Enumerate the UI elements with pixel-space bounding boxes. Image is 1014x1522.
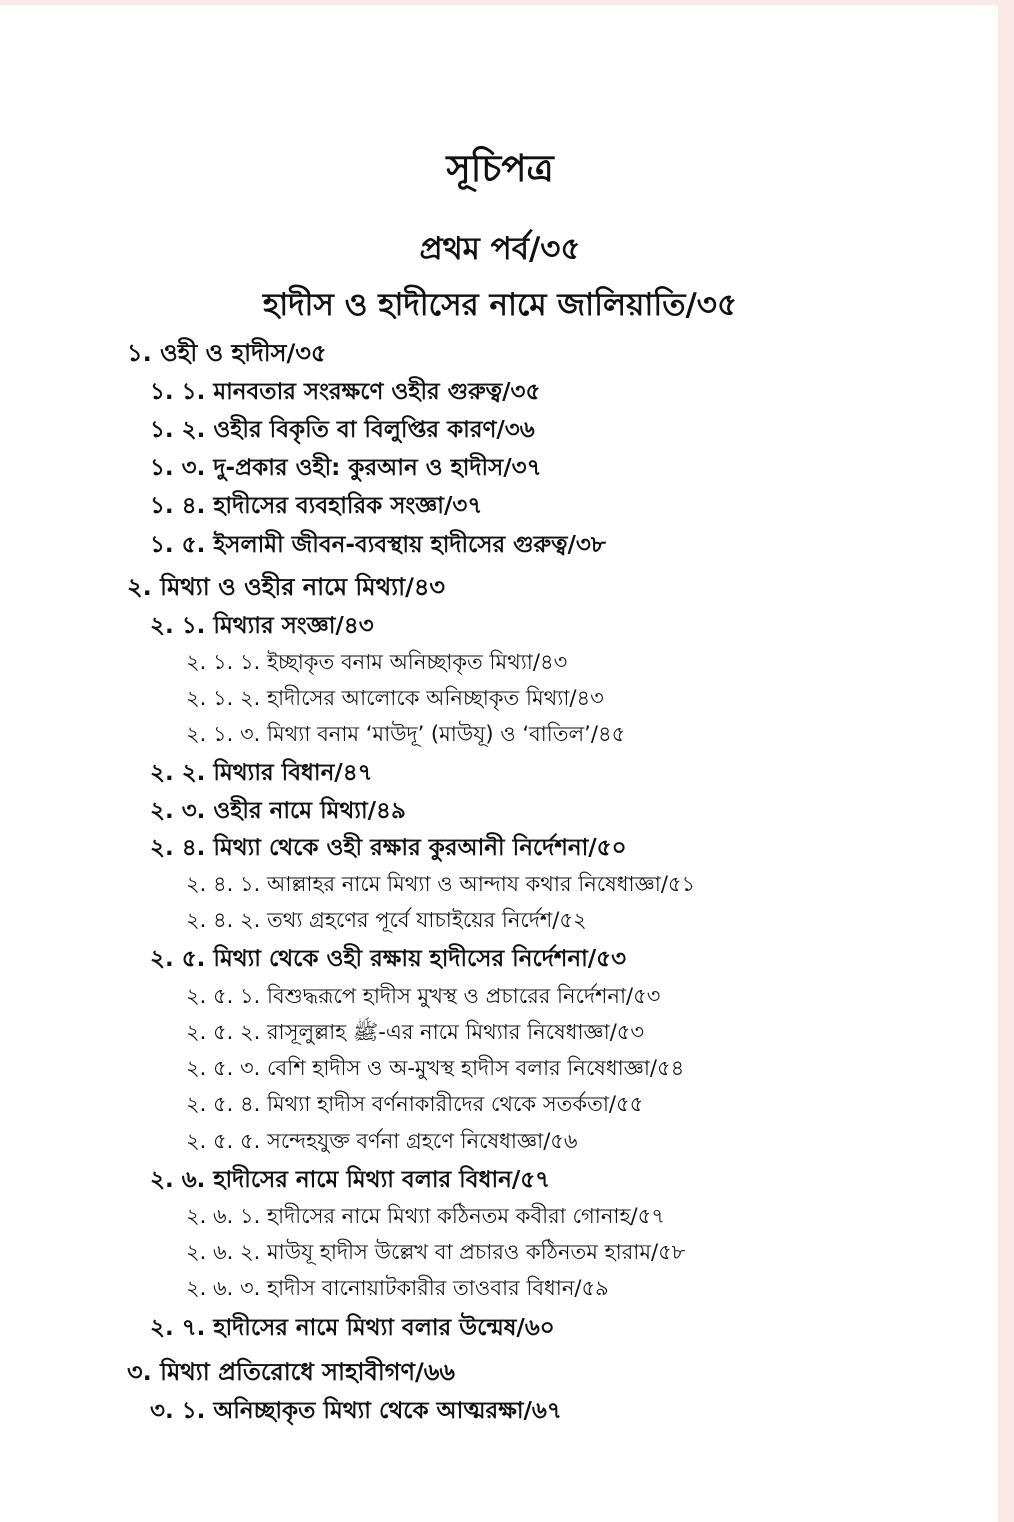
toc-section: ১. ১. মানবতার সংরক্ষণে ওহীর গুরুত্ব/৩৫	[150, 379, 541, 405]
toc-subsection: ২. ৬. ৩. হাদীস বানোয়াটকারীর তাওবার বিধান/৫৯	[186, 1276, 609, 1300]
toc-subsection: ২. ১. ২. হাদীসের আলোকে অনিচ্ছাকৃত মিথ্যা/৪৩	[186, 686, 604, 710]
part-subheading: হাদীস ও হাদীসের নামে জালিয়াতি/৩৫	[262, 287, 738, 323]
toc-section: ২. ২. মিথ্যার বিধান/৪৭	[150, 760, 373, 786]
toc-subsection: ২. ৫. ২. রাসূলুল্লাহ ﷺ-এর নামে মিথ্যার নিষেধাজ্ঞা/৫৩	[186, 1020, 645, 1044]
toc-subsection: ২. ১. ১. ইচ্ছাকৃত বনাম অনিচ্ছাকৃত মিথ্যা/৪৩	[186, 650, 568, 674]
part-heading: প্রথম পর্ব/৩৫	[419, 231, 581, 267]
toc-section: ২. ৬. হাদীসের নামে মিথ্যা বলার বিধান/৫৭	[150, 1167, 551, 1193]
toc-subsection: ২. ৫. ৩. বেশি হাদীস ও অ-মুখস্থ হাদীস বলার নিষেধাজ্ঞা/৫৪	[186, 1056, 685, 1080]
toc-subsection: ২. ৬. ১. হাদীসের নামে মিথ্যা কঠিনতম কবীরা গোনাহ/৫৭	[186, 1204, 665, 1228]
toc-chapter: ৩. মিথ্যা প্রতিরোধে সাহাবীগণ/৬৬	[127, 1358, 455, 1386]
toc-subsection: ২. ১. ৩. মিথ্যা বনাম ‘মাউদূ’ (মাউযূ) ও ‘বাতিল’/৪৫	[186, 722, 626, 746]
page-title: সূচিপত্র	[446, 147, 554, 190]
page-right-edge	[998, 0, 1014, 1522]
toc-chapter: ১. ওহী ও হাদীস/৩৫	[127, 339, 327, 367]
toc-section: ১. ৩. দু-প্রকার ওহী: কুরআন ও হাদীস/৩৭	[150, 455, 542, 481]
toc-section: ১. ২. ওহীর বিকৃতি বা বিলুপ্তির কারণ/৩৬	[150, 417, 535, 443]
toc-subsection: ২. ৫. ৫. সন্দেহযুক্ত বর্ণনা গ্রহণে নিষেধাজ্ঞা/৫৬	[186, 1129, 578, 1153]
toc-subsection: ২. ৪. ২. তথ্য গ্রহণের পূর্বে যাচাইয়ের নির্দেশ/৫২	[186, 908, 587, 932]
toc-section: ২. ১. মিথ্যার সংজ্ঞা/৪৩	[150, 613, 374, 639]
toc-section: ৩. ১. অনিচ্ছাকৃত মিথ্যা থেকে আত্মরক্ষা/৬৭	[150, 1398, 562, 1424]
toc-section: ১. ৫. ইসলামী জীবন-ব্যবস্থায় হাদীসের গুরুত্ব/৩৮	[150, 532, 606, 558]
toc-section: ২. ৭. হাদীসের নামে মিথ্যা বলার উন্মেষ/৬০	[150, 1315, 555, 1341]
toc-section: ১. ৪. হাদীসের ব্যবহারিক সংজ্ঞা/৩৭	[150, 493, 483, 519]
toc-chapter: ২. মিথ্যা ও ওহীর নামে মিথ্যা/৪৩	[127, 573, 446, 601]
toc-section: ২. ৩. ওহীর নামে মিথ্যা/৪৯	[150, 798, 406, 824]
toc-subsection: ২. ৬. ২. মাউযূ হাদীস উল্লেখ বা প্রচারও কঠিনতম হারাম/৫৮	[186, 1240, 686, 1264]
toc-subsection: ২. ৪. ১. আল্লাহর নামে মিথ্যা ও আন্দায কথার নিষেধাজ্ঞা/৫১	[186, 872, 696, 896]
toc-subsection: ২. ৫. ১. বিশুদ্ধরূপে হাদীস মুখস্থ ও প্রচারের নির্দেশনা/৫৩	[186, 984, 661, 1008]
toc-section: ২. ৫. মিথ্যা থেকে ওহী রক্ষায় হাদীসের নির্দেশনা/৫৩	[150, 946, 627, 972]
toc-subsection: ২. ৫. ৪. মিথ্যা হাদীস বর্ণনাকারীদের থেকে সতর্কতা/৫৫	[186, 1092, 644, 1116]
toc-section: ২. ৪. মিথ্যা থেকে ওহী রক্ষার কুরআনী নির্দেশনা/৫০	[150, 835, 627, 861]
